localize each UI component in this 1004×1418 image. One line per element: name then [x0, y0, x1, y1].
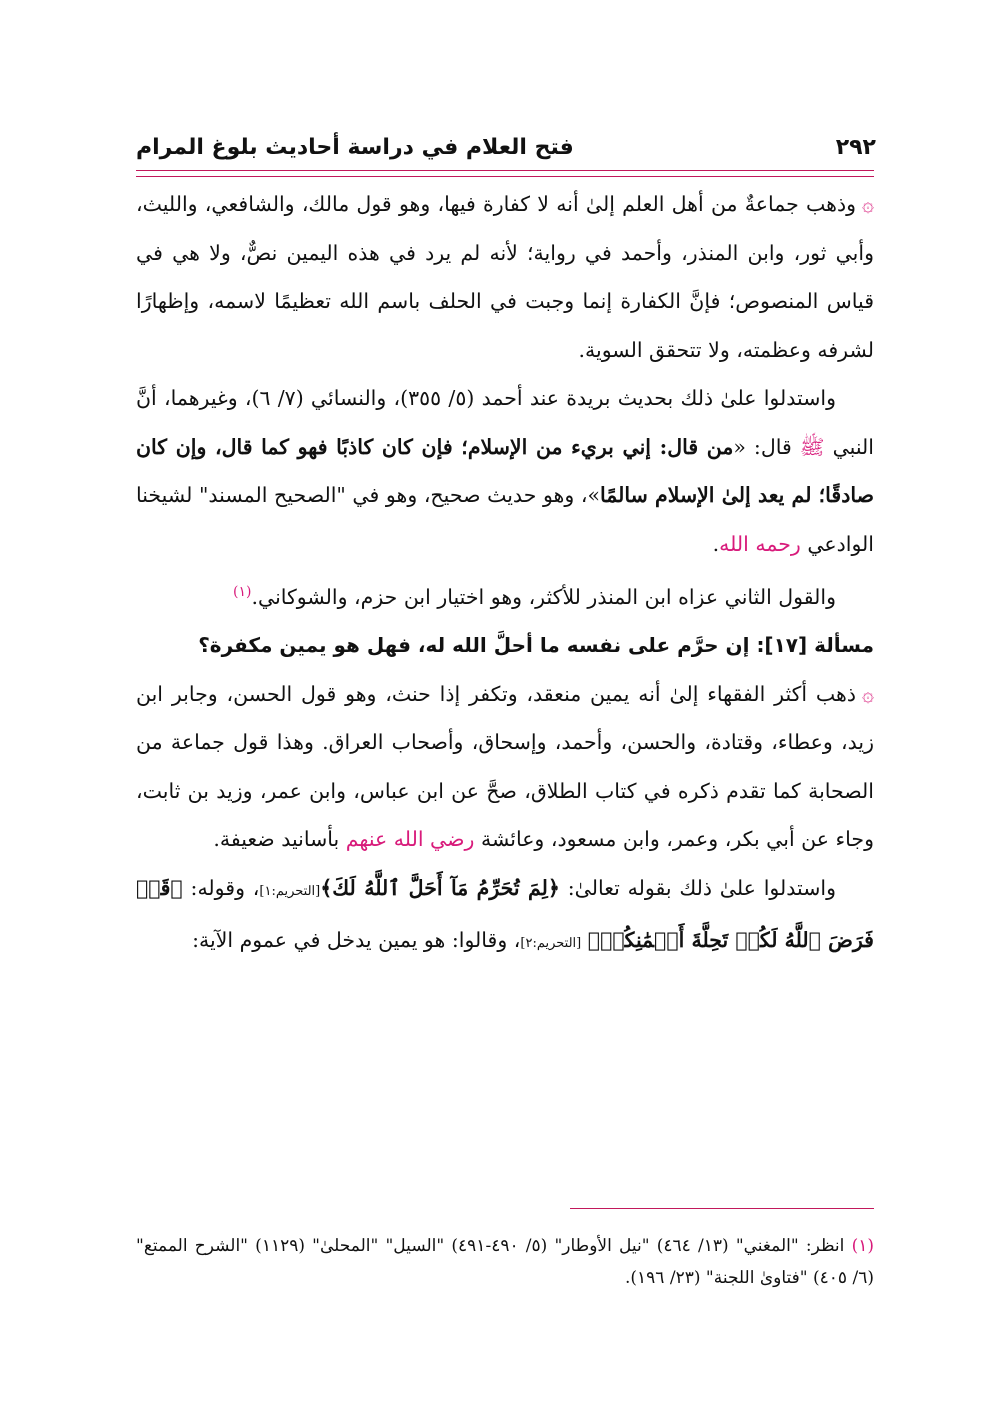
footnote: [136, 1230, 874, 1294]
footnote-number: (١): [851, 1236, 874, 1256]
paragraph-text: »، وهو حديث صحيح، وهو في "الصحيح المسند" لشيخنا الوادعي: [136, 483, 874, 556]
radiyallahu-icon: رضي الله عنهم: [345, 827, 475, 852]
quran-verse: ﴿قَدۡ فَرَضَ ٱللَّهُ لَكُمۡ تَحِلَّةَ أَيۡمَٰنِكُمۡ﴾: [136, 875, 874, 953]
paragraph-no-kaffara: [136, 180, 874, 374]
hadith-text: من قال: إني بريء من الإسلام؛ فإن كان كاذبًا فهو كما قال، وإن كان صادقًا؛ لم يعد إلىٰ الإسلام سالمًا: [136, 434, 874, 507]
paragraph-text: وذهب جماعةٌ من أهل العلم إلىٰ أنه لا كفارة فيها، وهو قول مالك، والشافعي، والليث، وأبي ثور، وابن المنذر، وأحمد في رواية؛ لأنه لم يرد في هذه اليمين نصٌّ، ولا هي في قياس المنصوص؛ فإنَّ الكفارة إنما وجبت في الحلف باسم الله تعظيمًا لاسمه، وإظهارًا لشرفه وعظمته، ولا تتحقق السوية.: [136, 192, 874, 362]
paragraph-evidence-hadith: [136, 374, 874, 568]
paragraph-second-opinion: [136, 568, 874, 621]
salutation-icon: ﷺ: [799, 434, 825, 459]
paragraph-text: واستدلوا علىٰ ذلك بحديث بريدة عند أحمد (٥/ ٣٥٥)، والنسائي (٧/ ٦)، وغيرهما، أنَّ النبي: [136, 386, 874, 459]
verse-source: [التحريم:١]: [259, 883, 321, 899]
page-header: [136, 128, 876, 166]
book-title: فتح العلام في دراسة أحاديث بلوغ المرام: [136, 134, 574, 160]
paragraph-text: قال: «: [733, 434, 792, 459]
question-text: إن حرَّم على نفسه ما أحلَّ الله له، فهل هو يمين مكفرة؟: [198, 633, 750, 658]
paragraph-text: ذهب أكثر الفقهاء إلىٰ أنه يمين منعقد، وتكفر إذا حنث، وهو قول الحسن، وجابر ابن زيد، وعطاء، وقتادة، والحسن، وأحمد، وإسحاق، وأصحاب العراق. وهذا قول جماعة من الصحابة كما تقدم ذكره في كتاب الطلاق، صحَّ عن ابن عباس، وابن عمر، وزيد بن ثابت، وجاء عن أبي بكر، وعمر، وابن مسعود، وعائشة: [136, 681, 874, 852]
paragraph-majority-view: [136, 670, 874, 864]
page-body: [136, 180, 874, 969]
footnote-reference[interactable]: (١): [233, 584, 252, 600]
page-number: ٢٩٢: [835, 134, 876, 160]
paragraph-text: ، وقوله:: [190, 875, 260, 900]
paragraph-text: بأسانيد ضعيفة.: [213, 827, 340, 852]
header-rule-top: [136, 170, 874, 171]
flower-ornament-icon: ۞: [861, 192, 874, 216]
header-rule-bottom: [136, 176, 874, 177]
footnote-divider: [570, 1208, 874, 1209]
paragraph-text: واستدلوا علىٰ ذلك بقوله تعالىٰ:: [567, 875, 836, 900]
question-heading: [136, 621, 874, 670]
verse-source: [التحريم:٢]: [520, 936, 582, 952]
footnote-text: انظر: "المغني" (١٣/ ٤٦٤) "نيل الأوطار" (٥/ ٤٩٠-٤٩١) "السيل" "المحلىٰ" (١١٢٩) "الشرح الممتع" (٦/ ٤٠٥) "فتاوىٰ اللجنة" (٢٣/ ١٩٦).: [136, 1236, 874, 1288]
paragraph-quran-evidence: [136, 864, 874, 969]
quran-verse: ﴿لِمَ تُحَرِّمُ مَآ أَحَلَّ ٱللَّهُ لَكَ﴾: [320, 875, 560, 900]
paragraph-text: ، وقالوا: هو يمين يدخل في عموم الآية:: [192, 928, 521, 953]
paragraph-text: والقول الثاني عزاه ابن المنذر للأكثر، وهو اختيار ابن حزم، والشوكاني.: [251, 584, 836, 609]
question-label: مسألة [١٧]:: [756, 633, 874, 658]
flower-ornament-icon: ۞: [861, 681, 874, 706]
rahimahullah-icon: رحمه الله: [719, 531, 801, 556]
paragraph-end: .: [712, 531, 720, 556]
